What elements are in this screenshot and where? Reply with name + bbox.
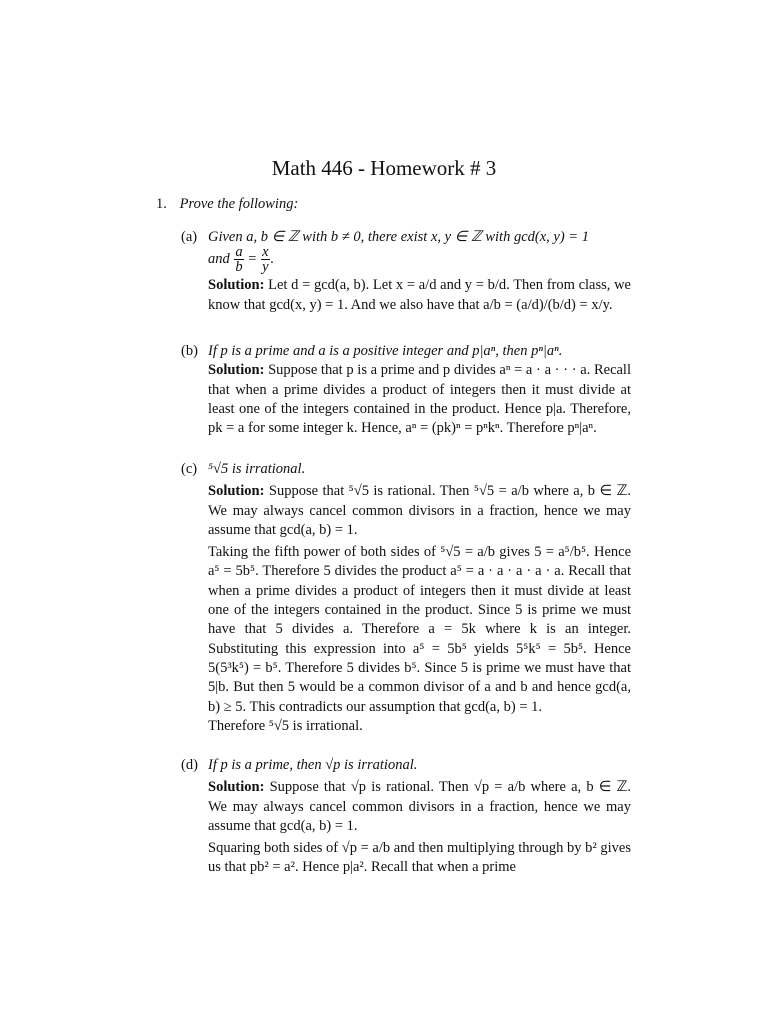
solution xyxy=(208,276,631,315)
solution xyxy=(208,482,631,540)
solution-label: Solution: xyxy=(208,779,265,796)
solution-text: Suppose that ⁵√5 is rational. Then ⁵√5 = a/b where a, b ∈ ℤ. We may always cancel common divisors in a fraction, hence we may assume that gcd(a, b) = 1. xyxy=(208,483,632,538)
solution-text: Suppose that √p is rational. Then √p = a/b where a, b ∈ ℤ. We may always cancel common divisors in a fraction, hence we may assume that gcd(a, b) = 1. xyxy=(208,779,632,834)
solution-text: Let d = gcd(a, b). Let x = a/d and y = b/d. Then from class, we know that gcd(x, y) = 1. And we also have that a/b = (a/d)/(b/d) = x/y. xyxy=(208,277,631,313)
problem-number: 1. xyxy=(156,196,167,212)
problem-prompt: Prove the following: xyxy=(179,196,299,212)
part-label: (d) xyxy=(181,757,198,773)
solution-label: Solution: xyxy=(208,483,265,500)
solution xyxy=(208,361,631,438)
part-label: (c) xyxy=(181,461,198,477)
fraction-x-over-y: $\frac{x}{y}$ xyxy=(262,244,269,276)
part-statement: If p is a prime, then √p is irrational. xyxy=(208,757,418,773)
part-statement-continued: and $\frac{a}{b}$ = $\frac{x}{y}$ . xyxy=(208,244,275,276)
solution-paragraph: Taking the fifth power of both sides of ⁵√5 = a/b gives 5 = a⁵/b⁵. Hence a⁵ = 5b⁵. Therefore 5 divides the product a⁵ = a · a · a · a · a. Recall that when a prime divides a product of integers then it must divide at least one of the integers contained in the product. Since 5 is prime we must have that 5 divides a. Therefore a = 5k where k is an integer. Substituting this expression into a⁵ = 5b⁵ yields 5⁵k⁵ = 5b⁵. Hence 5(5³k⁵) = b⁵. Therefore 5 divides b⁵. Since 5 is prime we must have that 5|b. But then 5 would be a common divisor of a and b and hence gcd(a, b) ≥ 5. This contradicts our assumption that gcd(a, b) = 1. xyxy=(208,544,631,715)
part-b xyxy=(181,342,631,438)
part-statement: If p is a prime and a is a positive integer and p|aⁿ, then pⁿ|aⁿ. xyxy=(208,343,563,359)
part-statement: ⁵√5 is irrational. xyxy=(208,461,306,477)
part-label: (a) xyxy=(181,229,198,245)
solution-paragraph: Squaring both sides of √p = a/b and then multiplying through by b² gives us that pb² = a². Hence p|a². Recall that when a prime xyxy=(208,840,631,876)
problem-heading xyxy=(156,196,298,213)
part-c xyxy=(181,460,631,736)
fraction-a-over-b: $\frac{a}{b}$ xyxy=(235,244,243,276)
page-title: Math 446 - Homework # 3 xyxy=(271,156,497,180)
part-statement: Given a, b ∈ ℤ with b ≠ 0, there exist x, y ∈ ℤ with gcd(x, y) = 1 xyxy=(208,229,589,245)
solution-label: Solution: xyxy=(208,277,265,294)
part-label: (b) xyxy=(181,343,198,359)
part-d xyxy=(181,756,631,878)
solution xyxy=(208,778,631,836)
solution-label: Solution: xyxy=(208,362,265,379)
solution-text: Suppose that p is a prime and p divides aⁿ = a · a · · · a. Recall that when a prime divides a product of integers then it must divide at least one of the integers contained in the product. Hence p|a. Therefore, pk = a for some integer k. Hence, aⁿ = (pk)ⁿ = pⁿkⁿ. Therefore pⁿ|aⁿ. xyxy=(208,362,631,437)
part-a xyxy=(181,228,631,315)
solution-conclusion: Therefore ⁵√5 is irrational. xyxy=(208,717,363,734)
